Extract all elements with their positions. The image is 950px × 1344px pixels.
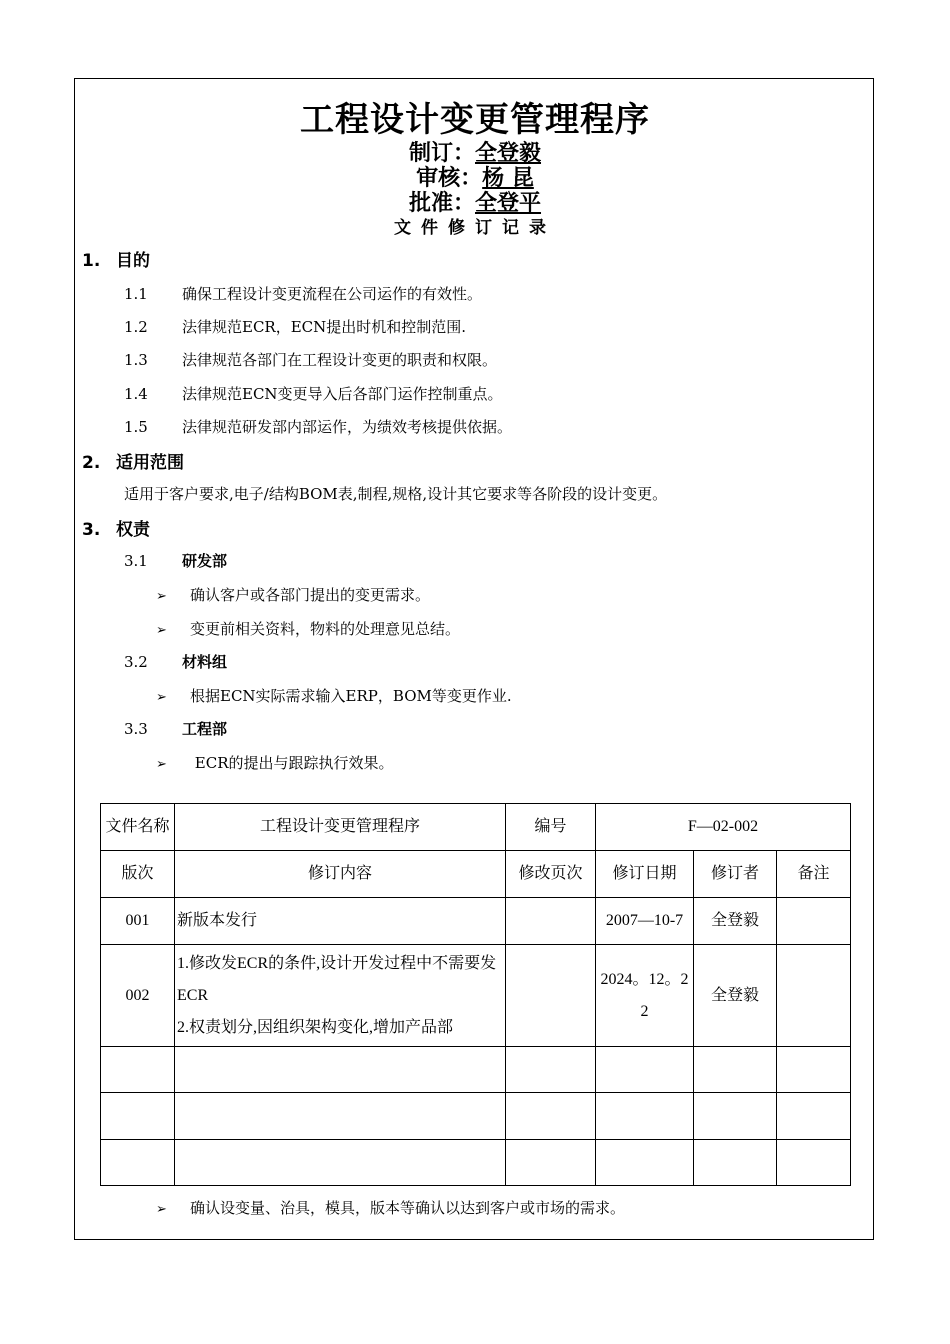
bullet-item [156, 1197, 625, 1218]
content-cell [175, 945, 506, 1047]
empty-cell [596, 1047, 694, 1093]
empty-cell [777, 1140, 851, 1186]
empty-cell [694, 1093, 777, 1140]
reviewed-name: 杨 昆 [482, 166, 534, 191]
empty-cell [694, 1140, 777, 1186]
table-row-empty [101, 1093, 851, 1140]
bullet-item [156, 618, 460, 639]
subsection-heading [124, 651, 227, 672]
empty-cell [101, 1140, 175, 1186]
column-header: 修订内容 [175, 851, 506, 898]
item-number: 1.1 [124, 285, 148, 303]
item-text: 法律规范研发部内部运作，为绩效考核提供依据。 [182, 418, 513, 436]
empty-cell [506, 1093, 596, 1140]
version-cell: 001 [101, 898, 175, 945]
item-number: 1.5 [124, 418, 148, 436]
approved-label: 批准： [408, 191, 475, 216]
bullet-arrow-icon: ➢ [156, 757, 167, 772]
item-number: 1.2 [124, 318, 148, 336]
subsection-number: 3.3 [124, 720, 148, 738]
subsection-title: 工程部 [182, 720, 228, 738]
list-item [124, 416, 512, 437]
content-line: 2.权责划分,因组织架构变化,增加产品部 [177, 1018, 454, 1036]
item-text: 确保工程设计变更流程在公司运作的有效性。 [182, 285, 483, 303]
prepared-label: 制订： [408, 141, 475, 166]
empty-cell [506, 1140, 596, 1186]
pages-cell [506, 945, 596, 1047]
bullet-arrow-icon: ➢ [156, 623, 167, 638]
scope-paragraph: 适用于客户要求,电子/结构BOM表,制程,规格,设计其它要求等各阶段的设计变更。 [124, 485, 668, 503]
column-header: 修订日期 [596, 851, 694, 898]
empty-cell [101, 1047, 175, 1093]
empty-cell [694, 1047, 777, 1093]
empty-cell [777, 1093, 851, 1140]
item-number: 1.3 [124, 351, 148, 369]
subsection-heading [124, 718, 227, 739]
section-heading [82, 448, 184, 473]
note-cell [777, 898, 851, 945]
number-label: 编号 [506, 804, 596, 851]
column-header: 修订者 [694, 851, 777, 898]
subsection-number: 3.1 [124, 552, 148, 570]
list-item [124, 383, 503, 404]
bullet-item [156, 685, 512, 706]
section-title: 适用范围 [116, 453, 184, 473]
empty-cell [777, 1047, 851, 1093]
bullet-arrow-icon: ➢ [156, 589, 167, 604]
list-item [124, 349, 497, 370]
author-cell: 全登毅 [694, 945, 777, 1047]
section-number: 2. [82, 453, 101, 473]
date-cell: 2007—10-7 [596, 898, 694, 945]
revision-record-heading: 文件修订记录 [394, 218, 556, 238]
empty-cell [506, 1047, 596, 1093]
file-name-label: 文件名称 [101, 804, 175, 851]
section-number: 3. [82, 520, 101, 540]
file-name-value: 工程设计变更管理程序 [175, 804, 506, 851]
note-cell [777, 945, 851, 1047]
item-text: 法律规范各部门在工程设计变更的职责和权限。 [182, 351, 498, 369]
section-number: 1. [82, 251, 101, 271]
prepared-name: 全登毅 [475, 141, 542, 166]
content-cell: 新版本发行 [175, 898, 506, 945]
table-header-row [101, 851, 851, 898]
bullet-arrow-icon: ➢ [156, 1202, 167, 1217]
empty-cell [101, 1093, 175, 1140]
bullet-text: 根据ECN实际需求输入ERP，BOM等变更作业. [190, 687, 512, 705]
approved-name: 全登平 [475, 191, 542, 216]
reviewed-label: 审核： [416, 166, 483, 191]
list-item [124, 283, 482, 304]
bullet-item [156, 584, 430, 605]
subsection-number: 3.2 [124, 653, 148, 671]
column-header: 备注 [777, 851, 851, 898]
empty-cell [175, 1140, 506, 1186]
content-line: 1.修改发ECR的条件,设计开发过程中不需要发ECR [177, 954, 497, 1004]
document-title: 工程设计变更管理程序 [300, 100, 650, 140]
empty-cell [175, 1047, 506, 1093]
item-number: 1.4 [124, 385, 148, 403]
table-row [101, 945, 851, 1047]
bullet-text: ECR的提出与跟踪执行效果。 [190, 754, 394, 772]
subsection-title: 材料组 [182, 653, 228, 671]
empty-cell [175, 1093, 506, 1140]
subsection-heading [124, 550, 227, 571]
section-title: 权责 [116, 520, 150, 540]
author-cell: 全登毅 [694, 898, 777, 945]
item-text: 法律规范ECR，ECN提出时机和控制范围. [182, 318, 467, 336]
empty-cell [596, 1093, 694, 1140]
pages-cell [506, 898, 596, 945]
section-heading [82, 515, 150, 540]
number-value: F—02-002 [596, 804, 851, 851]
table-row-empty [101, 1140, 851, 1186]
column-header: 版次 [101, 851, 175, 898]
bullet-text: 确认客户或各部门提出的变更需求。 [190, 586, 431, 604]
version-cell: 002 [101, 945, 175, 1047]
revision-table [100, 803, 851, 1186]
table-row [101, 898, 851, 945]
bullet-item [156, 752, 394, 773]
bullet-arrow-icon: ➢ [156, 690, 167, 705]
section-heading [82, 246, 150, 271]
empty-cell [596, 1140, 694, 1186]
list-item [124, 316, 466, 337]
column-header: 修改页次 [506, 851, 596, 898]
subsection-title: 研发部 [182, 552, 228, 570]
bullet-text: 变更前相关资料，物料的处理意见总结。 [190, 620, 461, 638]
date-cell: 2024。12。22 [596, 945, 694, 1047]
table-row-empty [101, 1047, 851, 1093]
bullet-text: 确认设变量、治具，模具，版本等确认以达到客户或市场的需求。 [190, 1199, 626, 1217]
section-title: 目的 [116, 251, 150, 271]
item-text: 法律规范ECN变更导入后各部门运作控制重点。 [182, 385, 503, 403]
table-row [101, 804, 851, 851]
